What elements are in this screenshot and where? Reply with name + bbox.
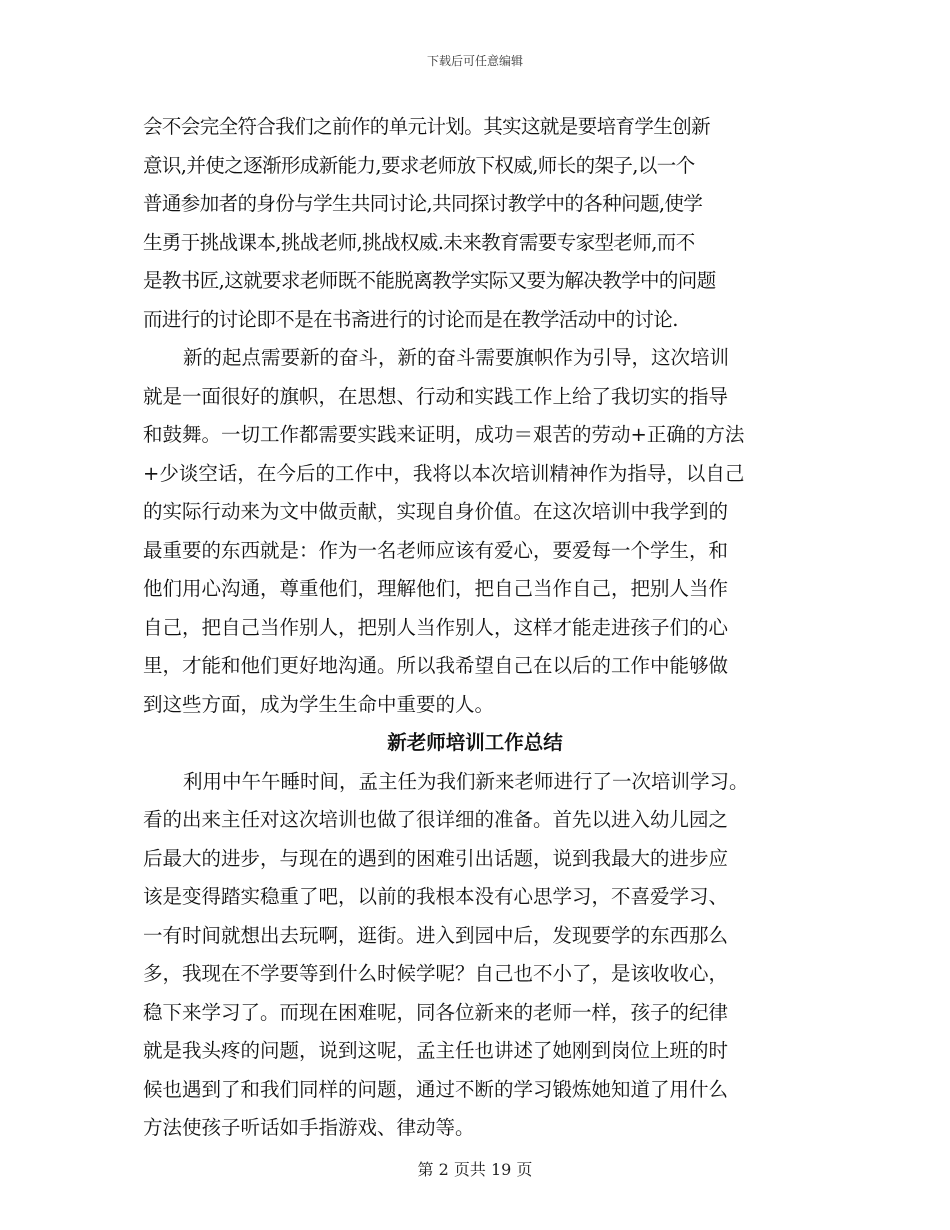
text-line: 他们用心沟通，尊重他们，理解他们，把自己当作自己，把别人当作 xyxy=(143,577,729,600)
text-line: 和鼓舞。一切工作都需要实践来证明，成功＝艰苦的劳动+正确的方法 xyxy=(143,423,745,446)
text-line: 利用中午午睡时间，孟主任为我们新来老师进行了一次培训学习。 xyxy=(183,769,749,793)
text-line: 稳下来学习了。而现在困难呢，同各位新来的老师一样，孩子的纪律 xyxy=(143,1000,729,1024)
text-line: 就是我头疼的问题，说到这呢，孟主任也讲述了她刚到岗位上班的时 xyxy=(143,1039,729,1062)
text-line: 意识,并使之逐渐形成新能力,要求老师放下权威,师长的架子,以一个 xyxy=(143,153,695,177)
text-line: 生勇于挑战课本,挑战老师,挑战权威.未来教育需要专家型老师,而不 xyxy=(143,230,695,254)
text-line: 而进行的讨论即不是在书斋进行的讨论而是在教学活动中的讨论. xyxy=(143,307,678,331)
text-line: 该是变得踏实稳重了吧，以前的我根本没有心思学习，不喜爱学习、 xyxy=(143,885,729,908)
text-line: 看的出来主任对这次培训也做了很详细的准备。首先以进入幼儿园之 xyxy=(143,808,729,831)
text-line: 普通参加者的身份与学生共同讨论,共同探讨教学中的各种问题,使学 xyxy=(143,192,703,215)
text-line: 的实际行动来为文中做贡献，实现自身价值。在这次培训中我学到的 xyxy=(143,500,729,523)
text-line: 自己，把自己当作别人，把别人当作别人，这样才能走进孩子们的心 xyxy=(143,615,729,639)
text-line: 多，我现在不学要等到什么时候学呢？自己也不小了，是该收收心， xyxy=(143,962,729,985)
section-title: 新老师培训工作总结 xyxy=(387,731,563,754)
page-header: 下载后可任意编辑 xyxy=(426,54,523,68)
document-body xyxy=(143,108,807,1148)
text-line: 新的起点需要新的奋斗，新的奋斗需要旗帜作为引导，这次培训 xyxy=(183,346,730,369)
text-line: 就是一面很好的旗帜，在思想、行动和实践工作上给了我切实的指导 xyxy=(143,384,729,408)
text-line: +少谈空话，在今后的工作中，我将以本次培训精神作为指导，以自己 xyxy=(143,461,745,485)
text-line: 方法使孩子听话如手指游戏、律动等。 xyxy=(143,1116,475,1139)
text-line: 候也遇到了和我们同样的问题，通过不断的学习锻炼她知道了用什么 xyxy=(143,1077,729,1101)
text-line: 到这些方面，成为学生生命中重要的人。 xyxy=(143,692,495,716)
text-line: 最重要的东西就是：作为一名老师应该有爱心，要爱每一个学生，和 xyxy=(143,538,729,562)
paragraph-new-teacher-summary xyxy=(143,763,807,1148)
text-line: 是教书匠,这就要求老师既不能脱离教学实际又要为解决教学中的问题 xyxy=(143,269,716,292)
page-footer: 第 2 页共 19 页 xyxy=(417,1160,533,1179)
text-line: 一有时间就想出去玩啊，逛街。进入到园中后，发现要学的东西那么 xyxy=(143,923,729,947)
paragraph-training-reflection xyxy=(143,339,807,724)
paragraph-continuation xyxy=(143,108,807,339)
text-line: 会不会完全符合我们之前作的单元计划。其实这就是要培育学生创新 xyxy=(143,115,711,138)
text-line: 里，才能和他们更好地沟通。所以我希望自己在以后的工作中能够做 xyxy=(143,654,729,677)
text-line: 后最大的进步，与现在的遇到的困难引出话题，说到我最大的进步应 xyxy=(143,846,729,870)
